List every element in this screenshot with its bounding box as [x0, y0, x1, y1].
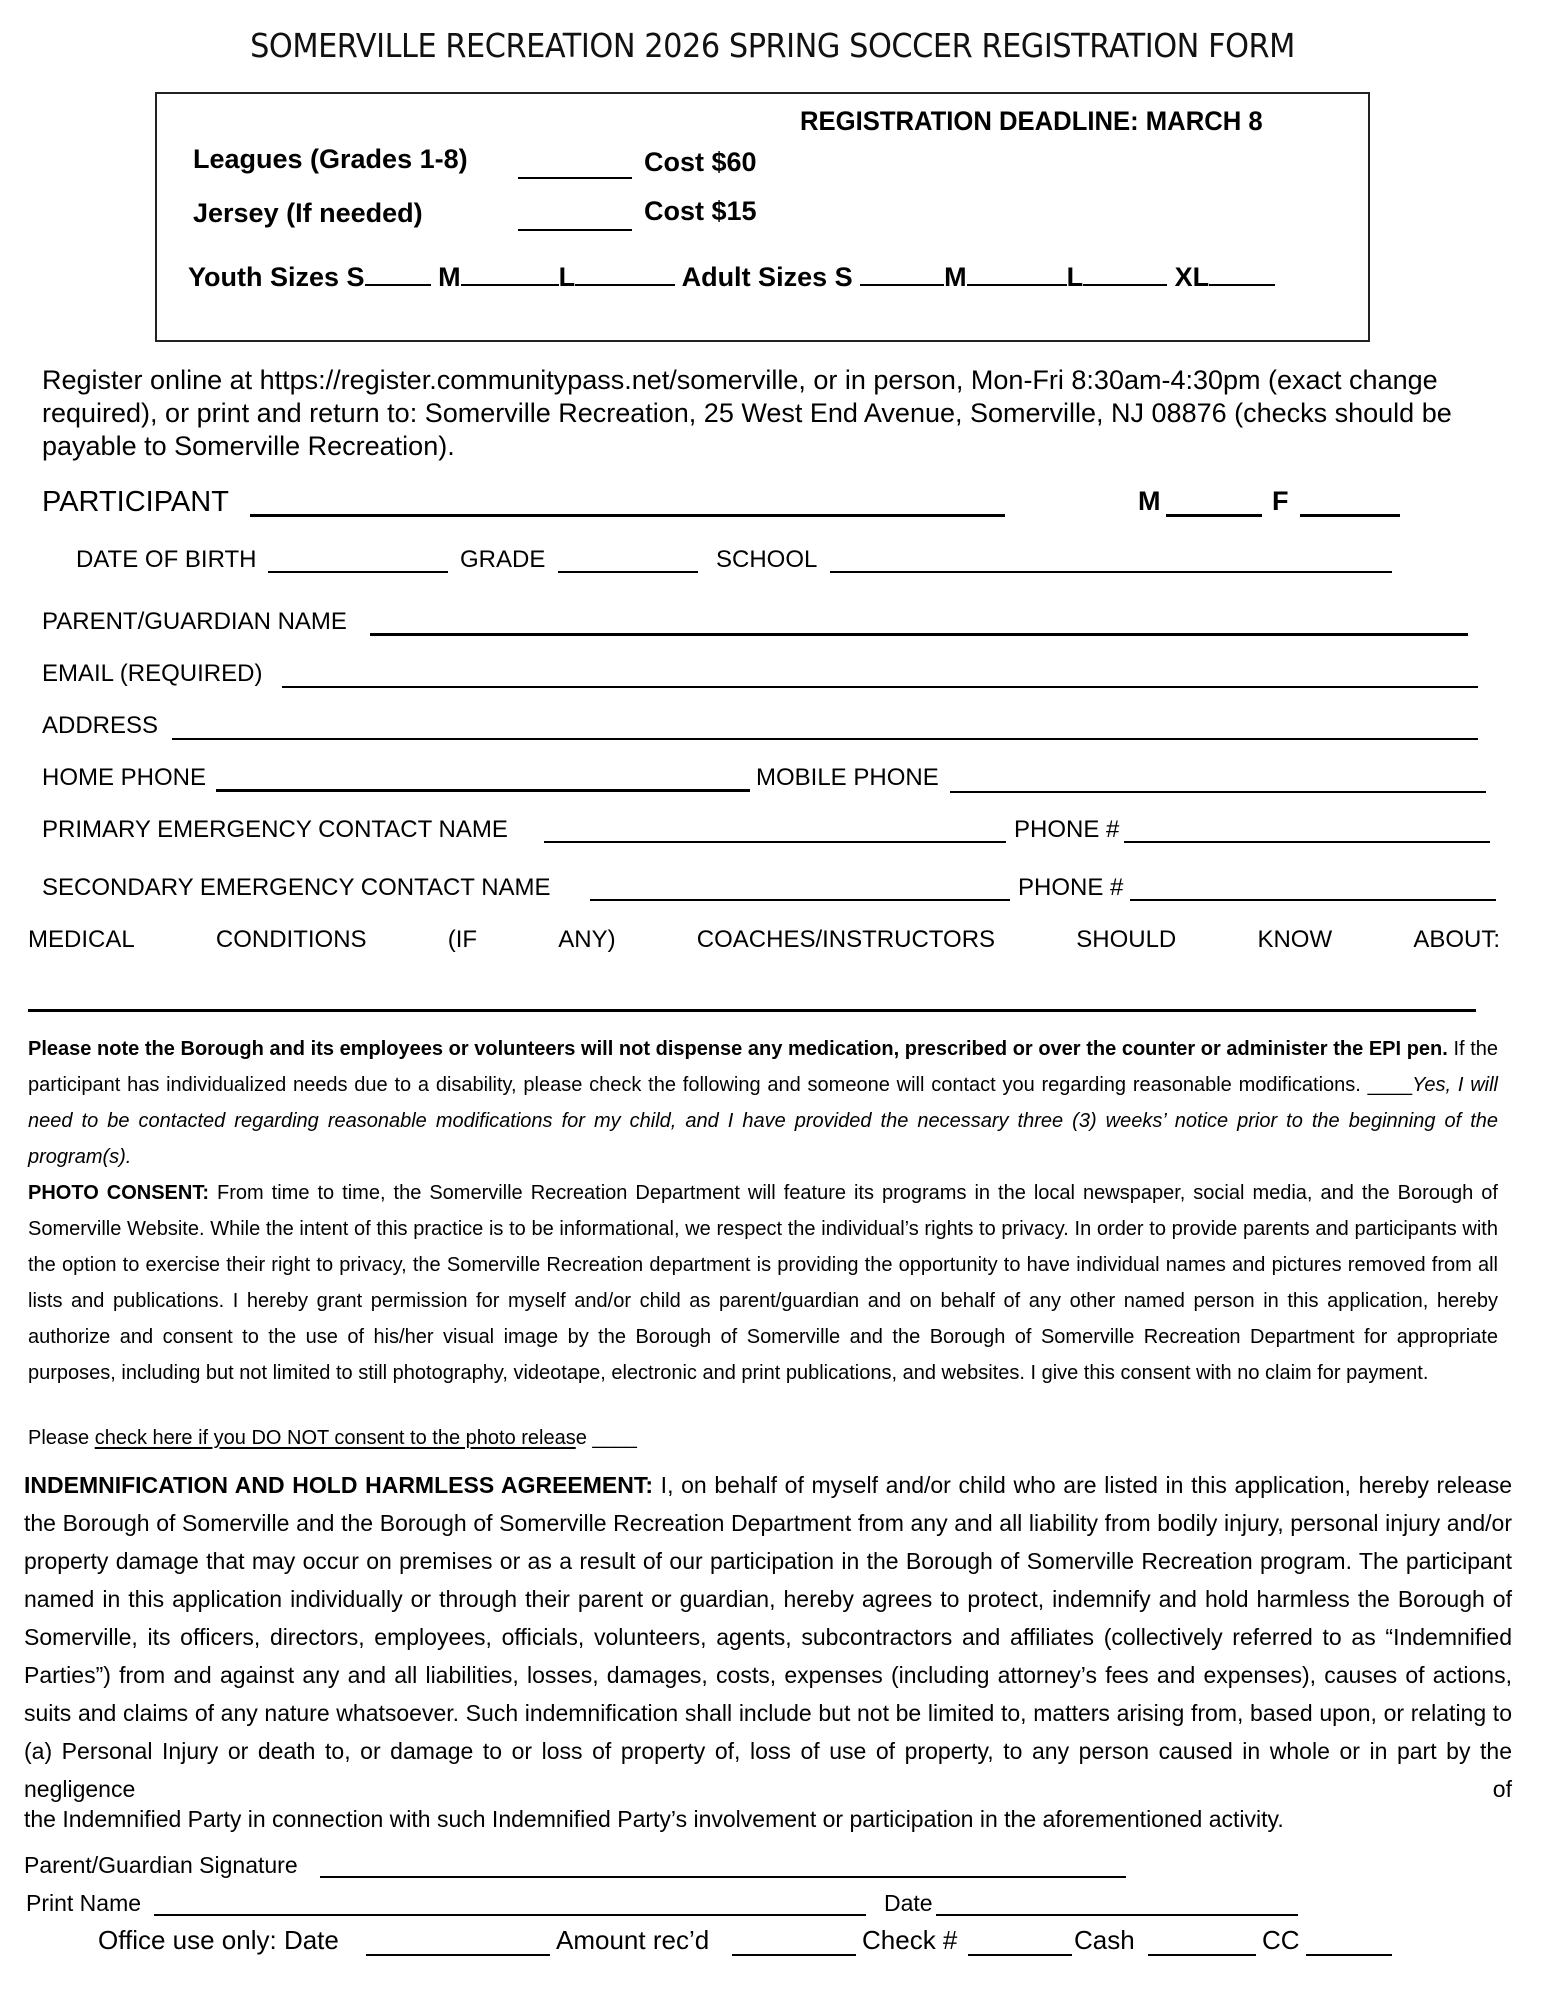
jersey-cost: Cost $15 [644, 196, 757, 226]
adult-size-m-label: M [944, 262, 967, 292]
secondary-emergency-label: SECONDARY EMERGENCY CONTACT NAME [42, 874, 551, 901]
secondary-phone-label: PHONE # [1018, 874, 1124, 901]
email-label: EMAIL (REQUIRED) [42, 660, 263, 687]
participant-name-input[interactable] [250, 513, 1005, 517]
print-name-label: Print Name [26, 1890, 142, 1916]
medication-notice-bold: Please note the Borough and its employees or volunteers will not dispense any medication, prescribed or over the counter or administer the EPI pen. [28, 1038, 1448, 1060]
medical-conditions-label [28, 926, 1500, 954]
parent-name-input[interactable] [370, 632, 1468, 636]
medical-word: (IF [447, 926, 478, 953]
dob-label: DATE OF BIRTH [76, 546, 257, 573]
signature-input[interactable] [320, 1875, 1126, 1878]
indemnification-heading: INDEMNIFICATION AND HOLD HARMLESS AGREEMENT: [24, 1472, 654, 1498]
gender-female-label: F [1272, 486, 1289, 516]
grade-input[interactable] [558, 570, 698, 573]
indemnification-last-line: the Indemnified Party in connection with such Indemnified Party’s involvement or participation in the aforementioned activity. [24, 1806, 1284, 1832]
secondary-phone-input[interactable] [1130, 898, 1496, 901]
primary-emergency-label: PRIMARY EMERGENCY CONTACT NAME [42, 816, 508, 843]
youth-size-s-input[interactable] [365, 283, 431, 286]
leagues-row [193, 144, 468, 175]
mobile-phone-label: MOBILE PHONE [756, 764, 939, 791]
office-use-check-input[interactable] [968, 1953, 1072, 1956]
registration-instructions: Register online at https://register.communitypass.net/somerville, or in person, Mon-Fri 8:30am-4:30pm (exact change required), or print and return to: Somerville Recreation, 25 West End Avenue, Somerville, NJ 08876 (checks should be payable to Somerville Recreation). [42, 365, 1452, 461]
gender-male-label: M [1138, 486, 1161, 516]
office-use-cc-label: CC [1262, 1925, 1300, 1955]
medication-notice-text: If the participant has individualized needs due to a disability, please check the following and someone will contact you regarding reasonable modifications. [28, 1038, 1499, 1096]
office-use-check-label: Check # [862, 1925, 958, 1955]
photo-optout-row [28, 1427, 637, 1450]
grade-label: GRADE [460, 546, 546, 573]
medical-word: ABOUT: [1413, 926, 1500, 953]
office-use-date-input[interactable] [366, 1953, 550, 1956]
date-input[interactable] [936, 1913, 1298, 1916]
jersey-label: Jersey (If needed) [193, 198, 423, 228]
parent-name-label: PARENT/GUARDIAN NAME [42, 608, 347, 635]
home-phone-label: HOME PHONE [42, 764, 207, 791]
photo-optout-prefix: Please [28, 1427, 95, 1449]
youth-size-m-input[interactable] [461, 283, 559, 286]
home-phone-input[interactable] [216, 788, 750, 792]
medication-notice [28, 1031, 1498, 1175]
adult-size-l-label: L [1066, 262, 1084, 292]
secondary-emergency-name-input[interactable] [590, 898, 1010, 901]
leagues-input[interactable] [518, 176, 632, 179]
photo-consent [28, 1175, 1498, 1391]
medical-word: ANY) [558, 926, 616, 953]
print-name-input[interactable] [154, 1913, 866, 1916]
adult-size-s-label: S [834, 262, 853, 292]
photo-consent-heading: PHOTO CONSENT: [28, 1182, 209, 1204]
school-label: SCHOOL [716, 546, 818, 573]
office-use-amount-label: Amount rec’d [556, 1925, 710, 1955]
office-use-date-label: Office use only: Date [98, 1925, 339, 1955]
adult-size-m-input[interactable] [967, 283, 1067, 286]
gender-male-input[interactable] [1166, 513, 1262, 517]
office-use-cash-input[interactable] [1148, 1953, 1256, 1956]
registration-deadline: REGISTRATION DEADLINE: MARCH 8 [800, 106, 1263, 136]
medical-word: MEDICAL [28, 926, 135, 953]
jersey-input[interactable] [518, 228, 632, 231]
youth-size-s-label: S [346, 262, 365, 292]
adult-size-xl-input[interactable] [1209, 283, 1275, 286]
date-label: Date [884, 1890, 933, 1916]
youth-size-l-label: L [558, 262, 576, 292]
medical-conditions-input[interactable] [28, 1008, 1476, 1012]
office-use-amount-input[interactable] [732, 1953, 856, 1956]
indemnification-body: I, on behalf of myself and/or child who are listed in this application, hereby release the Borough of Somerville and the Borough of Somerville Recreation Department from any and all liability from bodily injury, personal injury and/or property damage that may occur on premises or as a result of our participation in the Borough of Somerville Recreation program. The participant named in this application individually or through their parent or guardian, hereby agrees to protect, indemnify and hold harmless the Borough of Somerville, its officers, directors, employees, officials, volunteers, agents, subcontractors and affiliates (collectively referred to as “Indemnified Parties”) from and against any and all liabilities, losses, damages, costs, expenses (including attorney’s fees and expenses), causes of actions, suits and claims of any nature whatsoever. Such indemnification shall include but not be limited to, matters arising from, based upon, or relating to (a) Personal Injury or death to, or damage to or loss of property of, loss of use of property, to any person caused in whole or in part by the negligence of [24, 1472, 1512, 1802]
page-title: SOMERVILLE RECREATION 2026 SPRING SOCCER REGISTRATION FORM [250, 26, 1295, 65]
accommodation-statement: Yes, I will need to be contacted regarding reasonable modifications for my child, and I have provided the necessary three (3) weeks’ notice prior to the beginning of the program(s). [28, 1074, 1498, 1168]
participant-label: PARTICIPANT [42, 486, 229, 518]
medical-word: CONDITIONS [215, 926, 367, 953]
medical-word: SHOULD [1076, 926, 1177, 953]
photo-optout-link[interactable]: check here if you DO NOT consent to the photo releas [94, 1427, 576, 1449]
medical-word: KNOW [1257, 926, 1333, 953]
primary-emergency-name-input[interactable] [544, 840, 1006, 843]
dob-input[interactable] [268, 570, 448, 573]
mobile-phone-input[interactable] [950, 790, 1486, 793]
school-input[interactable] [830, 570, 1392, 573]
office-use-cc-input[interactable] [1306, 1953, 1392, 1956]
accommodation-checkbox[interactable]: ____ [1367, 1074, 1413, 1096]
medical-word: COACHES/INSTRUCTORS [696, 926, 996, 953]
adult-size-l-input[interactable] [1083, 283, 1167, 286]
youth-sizes-label: Youth Sizes [188, 262, 340, 292]
office-use-cash-label: Cash [1074, 1925, 1135, 1955]
youth-size-l-input[interactable] [575, 283, 675, 286]
photo-optout-checkbox[interactable]: ____ [592, 1427, 637, 1449]
address-label: ADDRESS [42, 712, 159, 739]
signature-label: Parent/Guardian Signature [24, 1852, 298, 1878]
primary-phone-label: PHONE # [1014, 816, 1120, 843]
adult-size-s-input[interactable] [860, 283, 944, 286]
address-input[interactable] [172, 737, 1478, 740]
photo-consent-body: From time to time, the Somerville Recreation Department will feature its programs in the local newspaper, social media, and the Borough of Somerville Website. While the intent of this practice is to be informational, we respect the individual’s rights to privacy. In order to provide parents and participants with the option to exercise their right to privacy, the Somerville Recreation department is providing the opportunity to have individual names and pictures removed from all lists and publications. I hereby grant permission for myself and/or child as parent/guardian and on behalf of any other named person in this application, hereby authorize and consent to the use of his/her visual image by the Borough of Somerville and the Borough of Somerville Recreation Department for appropriate purposes, including but not limited to still photography, videotape, electronic and print publications, and websites. I give this consent with no claim for payment. [28, 1182, 1498, 1384]
gender-female-input[interactable] [1300, 513, 1400, 517]
primary-phone-input[interactable] [1124, 840, 1490, 843]
adult-sizes-label: Adult Sizes [681, 262, 828, 292]
youth-size-m-label: M [438, 262, 461, 292]
email-input[interactable] [282, 685, 1478, 688]
leagues-label: Leagues (Grades 1-8) [193, 144, 468, 174]
adult-size-xl-label: XL [1174, 262, 1210, 292]
indemnification-agreement [24, 1466, 1512, 1808]
photo-optout-suffix: e [575, 1427, 593, 1449]
leagues-cost: Cost $60 [644, 147, 757, 177]
sizes-row [188, 262, 1275, 293]
